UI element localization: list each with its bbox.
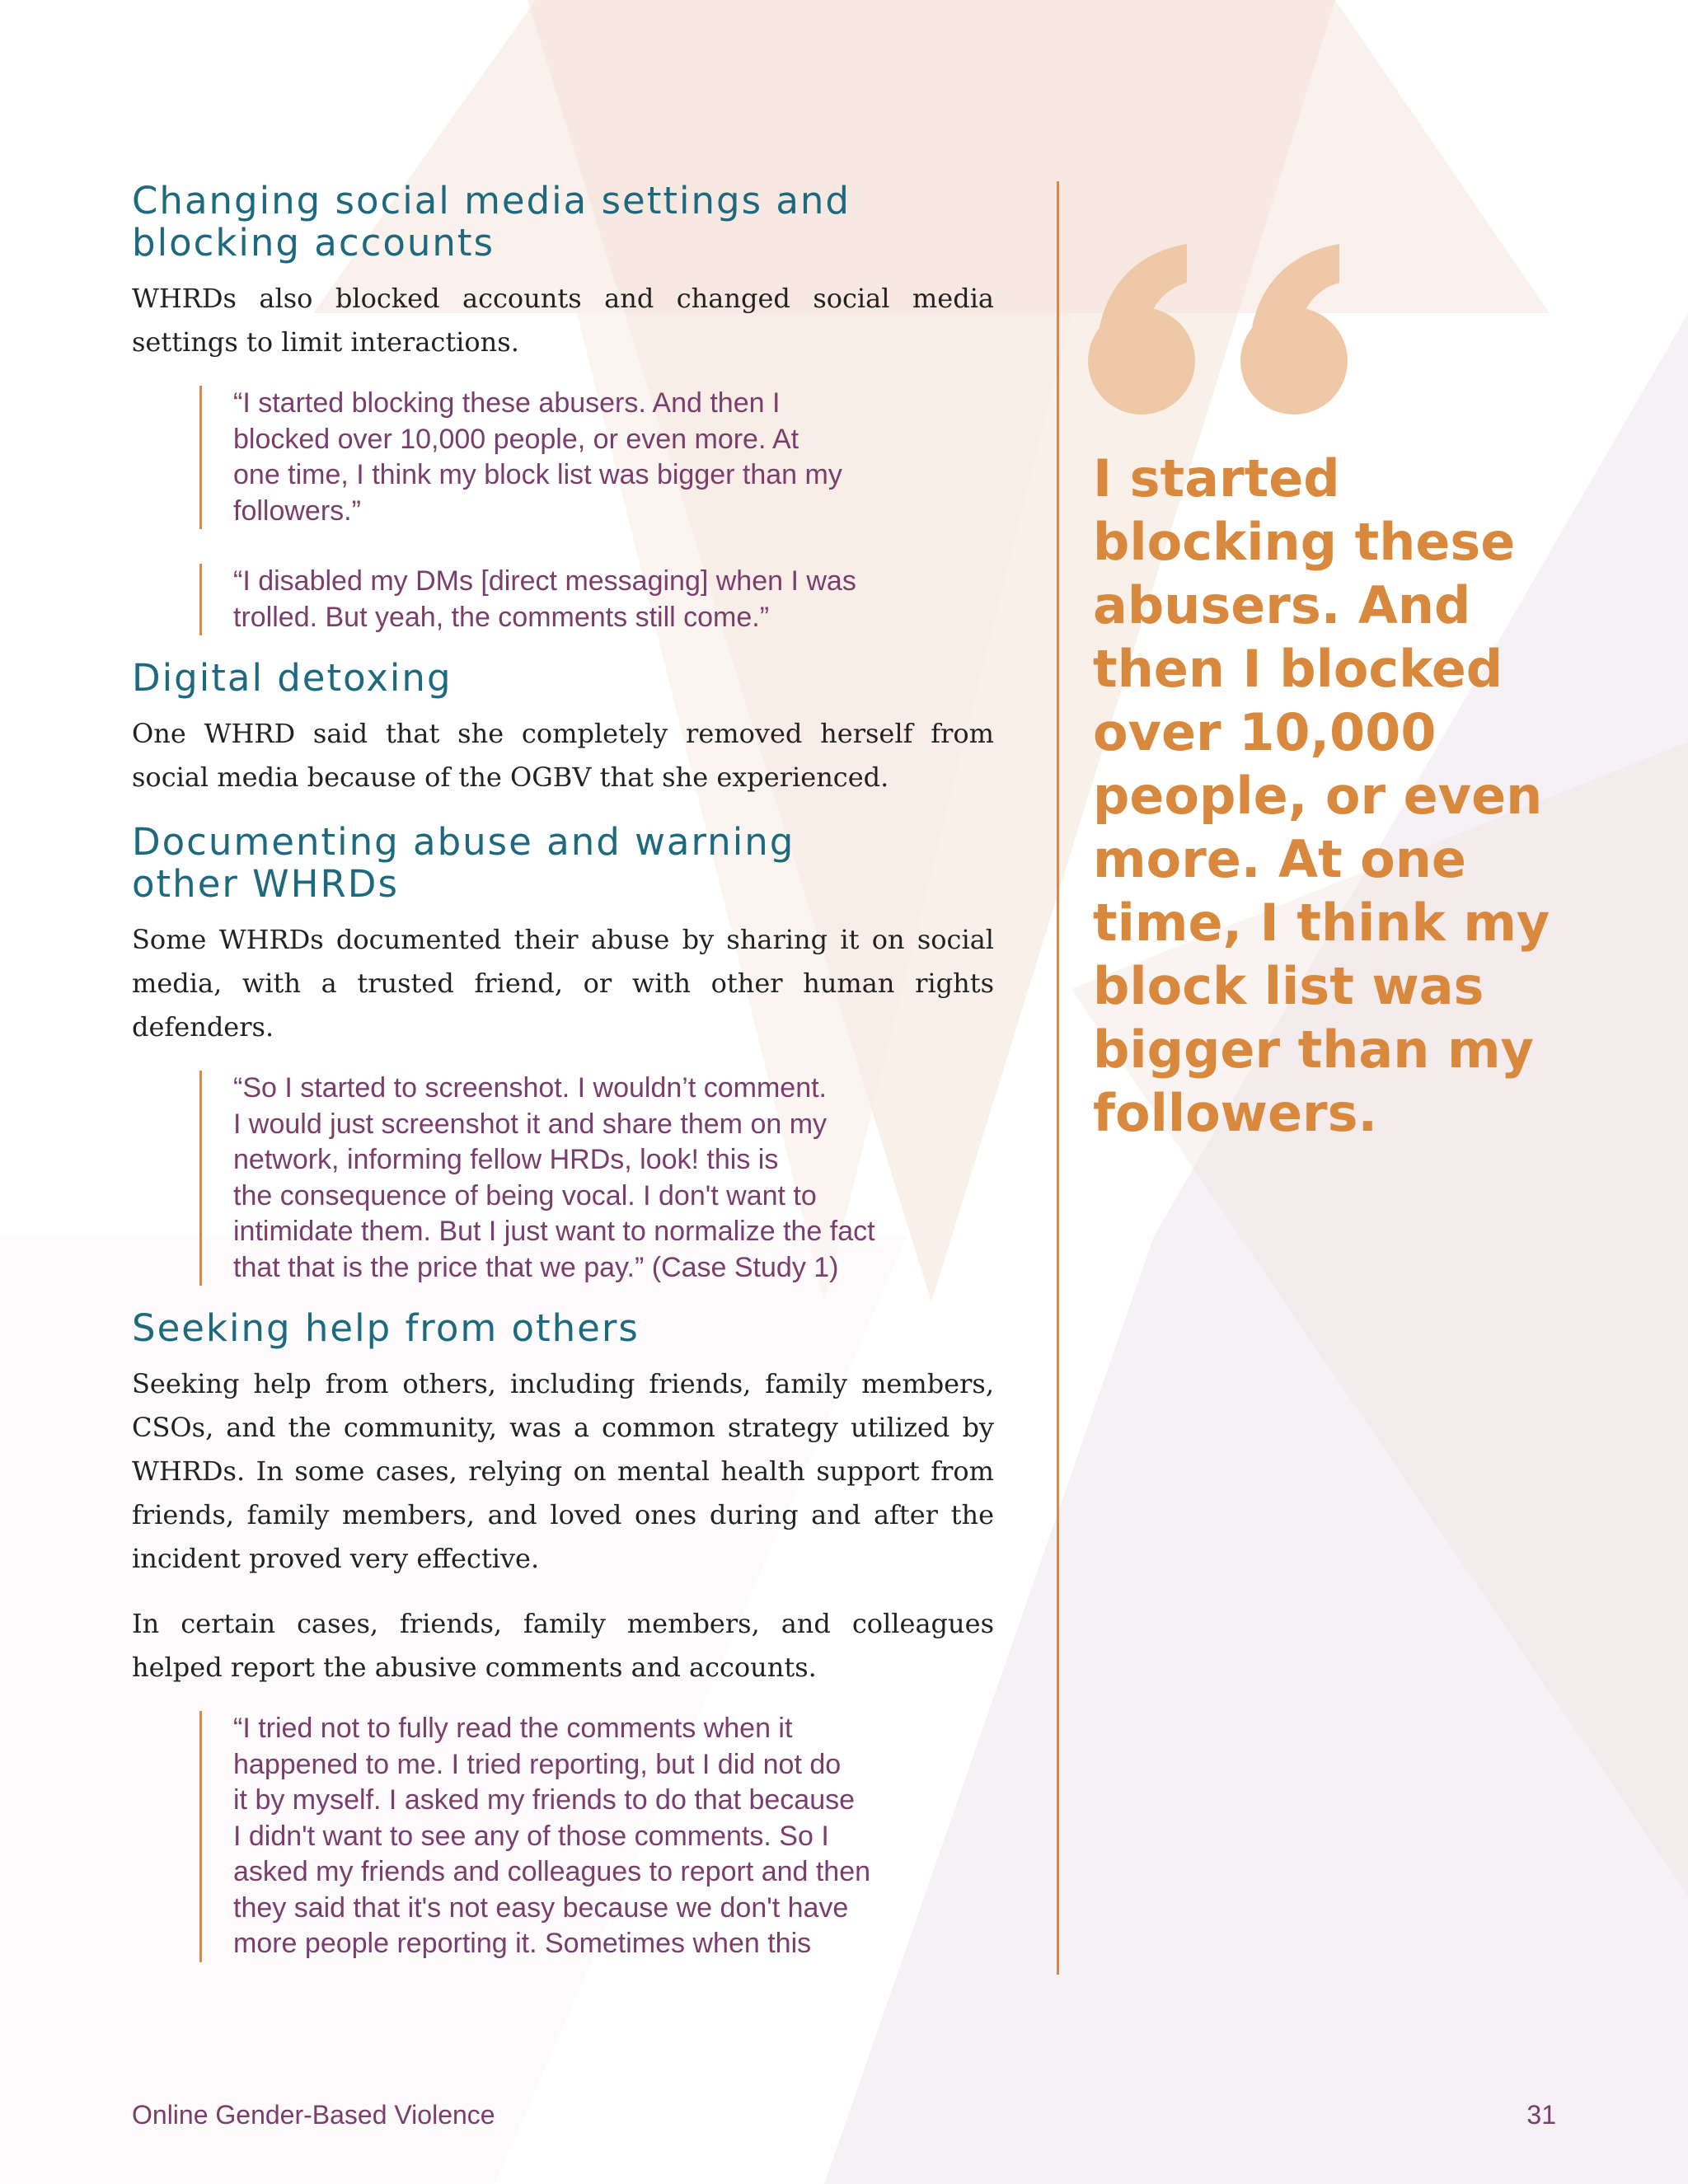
main-column [132, 180, 994, 1962]
body-paragraph: Seeking help from others, including friends, family members, CSOs, and the community, was a common strategy utilized by WHRDs. In some cases, relying on mental health support from friends, family members, and loved ones during and after the incident proved very effective. [132, 1368, 994, 1574]
section-heading: Changing social media settings and blocking accounts [132, 179, 851, 265]
body-paragraph: Some WHRDs documented their abuse by sharing it on social media, with a trusted friend, or with other human rights defenders. [132, 924, 994, 1043]
block-quote: “I started blocking these abusers. And then I blocked over 10,000 people, or even more. At one time, I think my block list was bigger than my followers.” [199, 386, 959, 529]
section-heading: Digital detoxing [132, 656, 452, 700]
body-paragraph: WHRDs also blocked accounts and changed social media settings to limit interactions. [132, 283, 994, 358]
body-paragraph: In certain cases, friends, family members, and colleagues helped report the abusive comments and accounts. [132, 1608, 994, 1683]
body-paragraph: One WHRD said that she completely removed herself from social media because of the OGBV that she experienced. [132, 718, 994, 793]
block-quote: “So I started to screenshot. I wouldn’t comment. I would just screenshot it and share them on my network, informing fellow HRDs, look! this is the consequence of being vocal. I don't want to intimidate them. But I just want to normalize the fact that that is the price that we pay.” (Case Study 1) [199, 1071, 959, 1286]
section-heading: Seeking help from others [132, 1306, 640, 1350]
quotation-mark-icon [1088, 237, 1368, 419]
block-quote: “I tried not to fully read the comments when it happened to me. I tried reporting, but I did not do it by myself. I asked my friends to do that because I didn't want to see any of those comments. So I asked my friends and colleagues to report and then they said that it's not easy because we don't have more people reporting it. Sometimes when this [199, 1711, 959, 1962]
page-number: 31 [1526, 2100, 1556, 2130]
column-divider [1057, 181, 1059, 1975]
section-heading: Documenting abuse and warning other WHRDs [132, 820, 795, 906]
footer-title: Online Gender-Based Violence [132, 2100, 495, 2130]
pull-quote: I started blocking these abusers. And then I blocked over 10,000 people, or even more. At one time, I think my block list was bigger than my followers. [1093, 448, 1550, 1143]
block-quote: “I disabled my DMs [direct messaging] when I was trolled. But yeah, the comments still come.” [199, 564, 959, 635]
